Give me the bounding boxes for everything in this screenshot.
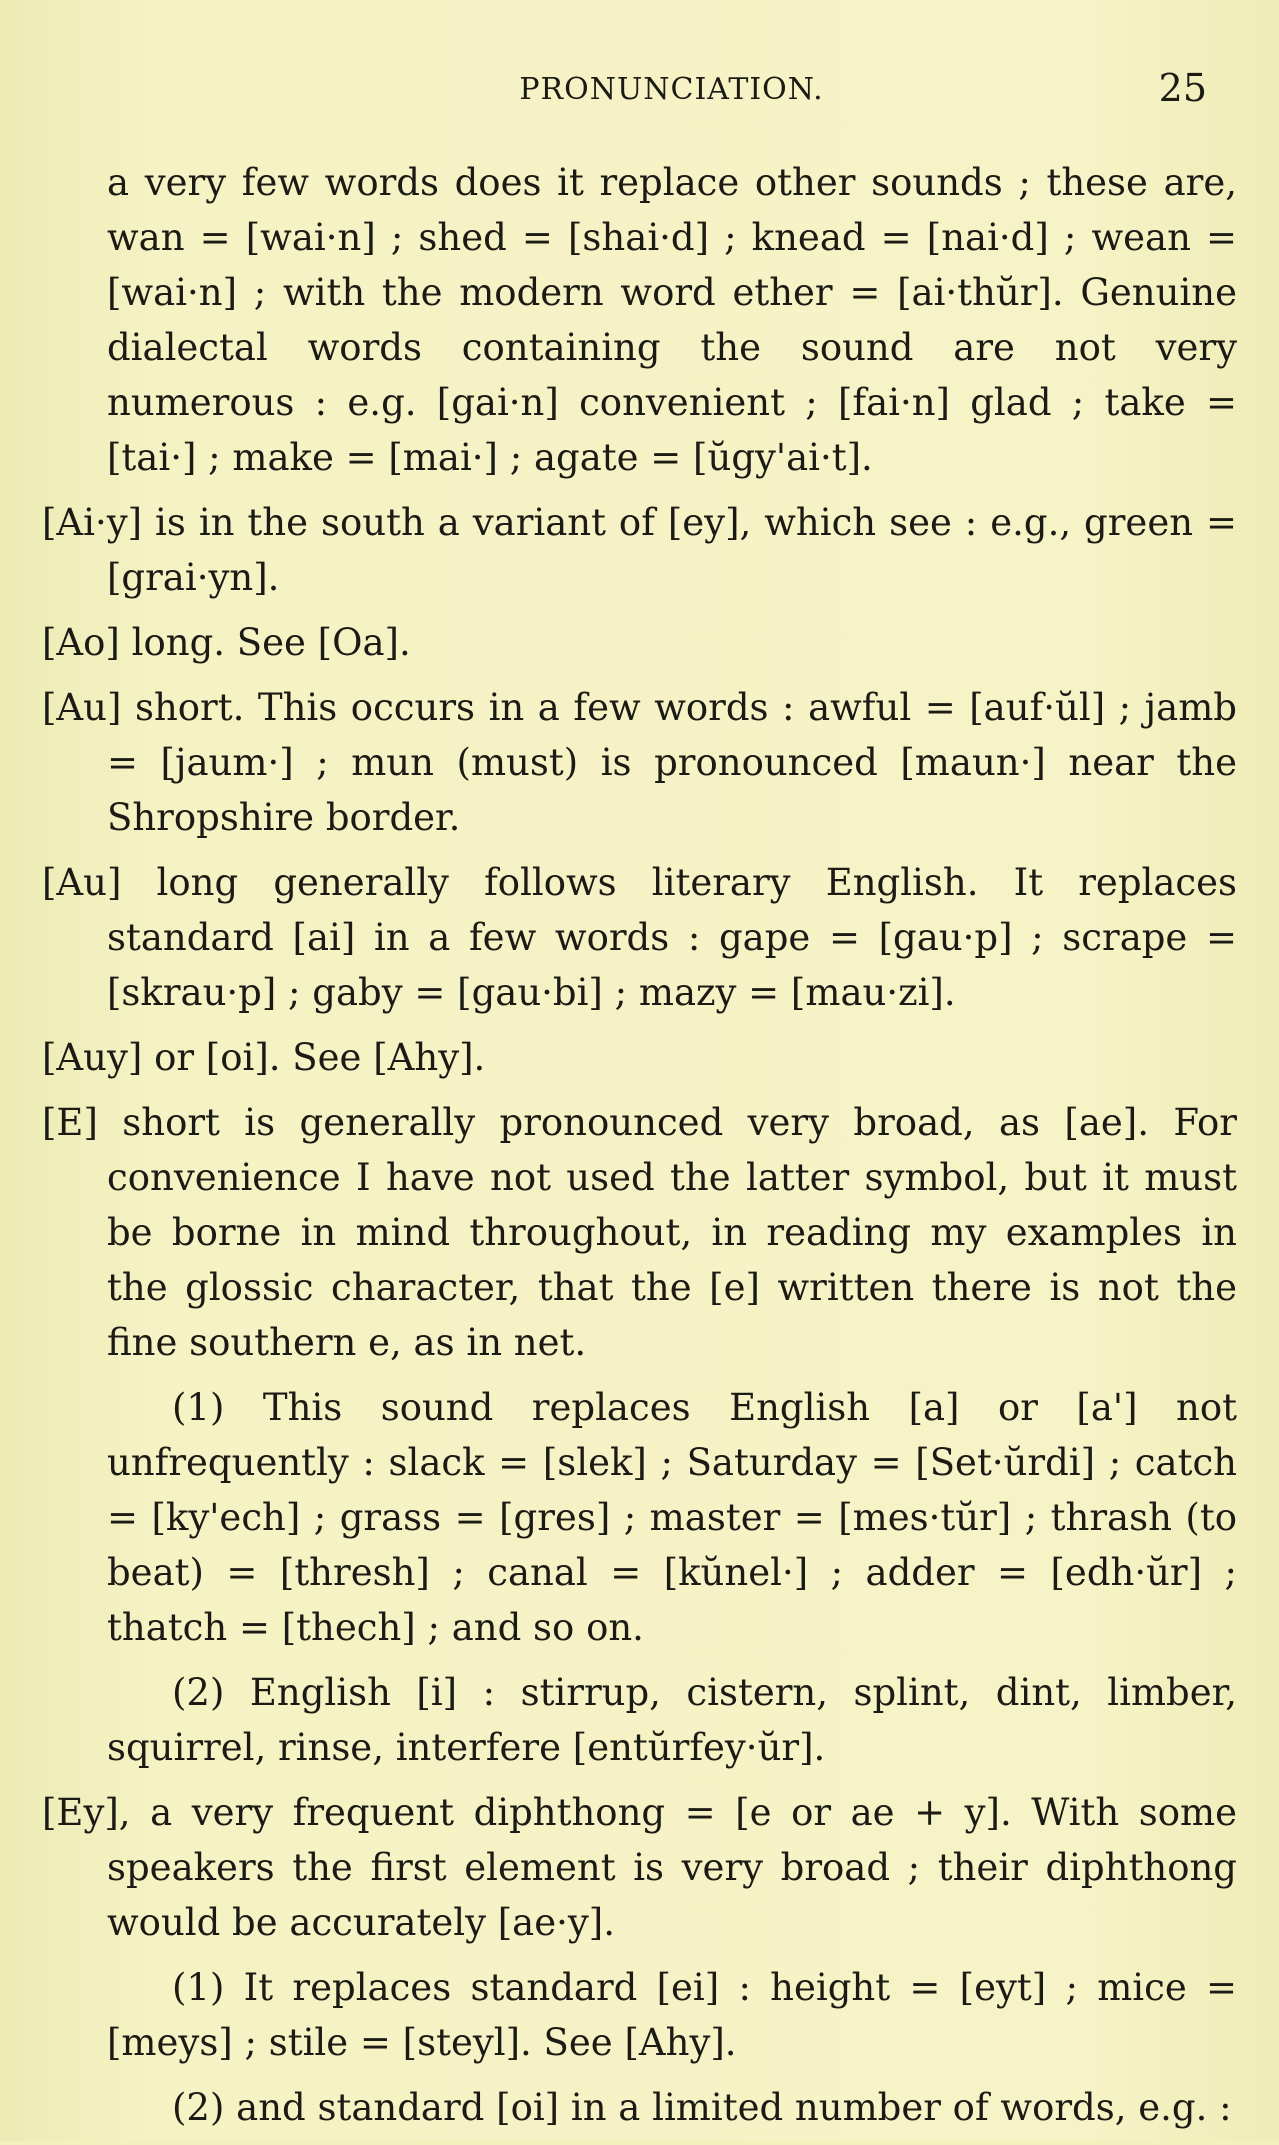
page-header (106, 66, 1237, 116)
entry-au-long: [Au] long generally follows literary English. It replaces standard [ai] in a few words : gape = [gau·p] ; scrape = [skrau·p] ; gaby = [gau·bi] ; mazy = [mau·zi]. (42, 861, 1237, 1014)
page-number: 25 (1158, 66, 1207, 110)
entry-e-short: [E] short is generally pronounced very broad, as [ae]. For convenience I have not used the latter symbol, but it must be borne in mind throughout, in reading my examples in the glossic character, that the [e] written there is not the fine southern e, as in net. (42, 1101, 1237, 1364)
entry-auy: [Auy] or [oi]. See [Ahy]. (42, 1036, 486, 1079)
entry-ey: [Ey], a very frequent diphthong = [e or ae + y]. With some speakers the first element is very broad ; their diphthong would be accurately [ae·y]. (42, 1791, 1237, 1944)
subparagraph-e-2: (2) English [i] : stirrup, cistern, splint, dint, limber, squirrel, rinse, interfere [entŭrfey·ŭr]. (107, 1671, 1237, 1769)
entry-ao: [Ao] long. See [Oa]. (42, 621, 411, 664)
subparagraph-ey-1: (1) It replaces standard [ei] : height = [eyt] ; mice = [meys] ; stile = [steyl]. See [Ahy]. (107, 1966, 1237, 2064)
entry-au-short: [Au] short. This occurs in a few words : awful = [auf·ŭl] ; jamb = [jaum·] ; mun (must) is pronounced [maun·] near the Shropshire border. (42, 686, 1237, 839)
subparagraph-ey-2: (2) and standard [oi] in a limited number of words, e.g. : (172, 2086, 1232, 2129)
paragraph-continuation: a very few words does it replace other sounds ; these are, wan = [wai·n] ; shed = [shai·d] ; knead = [nai·d] ; wean = [wai·n] ; with the modern word ether = [ai·thŭr]. Genuine dialectal words containing the sound are not very numerous : e.g. [gai·n] convenient ; [fai·n] glad ; take = [tai·] ; make = [mai·] ; agate = [ŭgy'ai·t]. (107, 161, 1237, 479)
entry-ai-y: [Ai·y] is in the south a variant of [ey], which see : e.g., green = [grai·yn]. (42, 501, 1237, 599)
running-head: PRONUNCIATION. (519, 72, 824, 107)
subparagraph-e-1: (1) This sound replaces English [a] or [a'] not unfrequently : slack = [slek] ; Saturday = [Set·ŭrdi] ; catch = [ky'ech] ; grass = [gres] ; master = [mes·tŭr] ; thrash (to beat) = [thresh] ; canal = [kŭnel·] ; adder = [edh·ŭr] ; thatch = [thech] ; and so on. (107, 1386, 1237, 1649)
page-body (42, 155, 1237, 2145)
